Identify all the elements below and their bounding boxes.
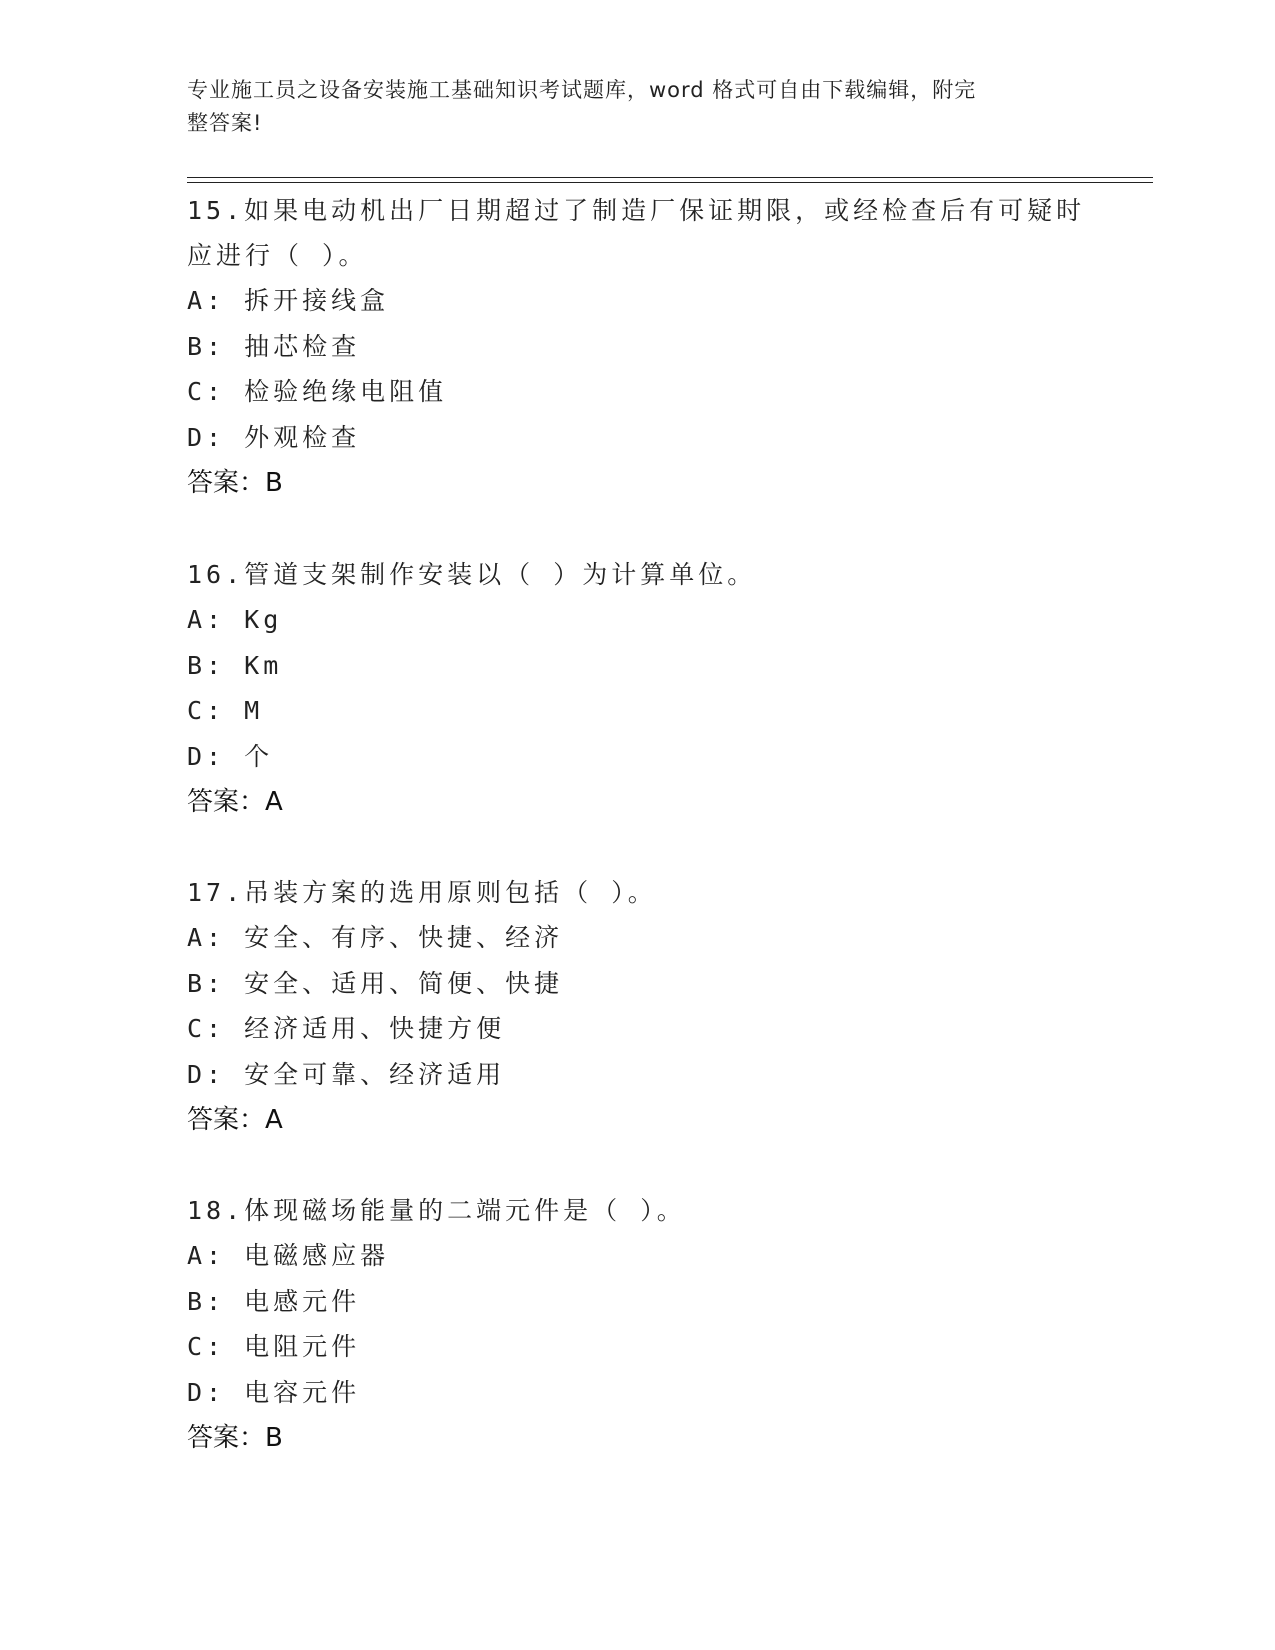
answer-line: 答案：A [187,787,283,817]
option-d: D: 个 [187,741,274,771]
option-d: D: 外观检查 [187,422,361,452]
option-b: B: Km [187,650,283,680]
option-b: B: 安全、适用、简便、快捷 [187,968,564,998]
option-b: B: 抽芯检查 [187,331,361,361]
option-d: D: 电容元件 [187,1377,361,1407]
option-b: B: 电感元件 [187,1286,361,1316]
document-header [187,74,1087,140]
option-a: A: 电磁感应器 [187,1241,390,1270]
question-15 [187,188,1087,506]
header-line-2: 整答案! [187,111,263,135]
header-divider-top [187,177,1153,178]
question-18 [187,1188,1087,1461]
option-c: C: 电阻元件 [187,1332,361,1361]
question-stem: 15.如果电动机出厂日期超过了制造厂保证期限，或经检查后有可疑时 [187,196,1086,225]
question-stem: 18.体现磁场能量的二端元件是（ ）。 [187,1196,686,1225]
question-stem: 16.管道支架制作安装以（ ）为计算单位。 [187,560,757,589]
header-divider-bottom [187,182,1153,183]
question-17 [187,870,1087,1143]
option-a: A: 拆开接线盒 [187,286,390,315]
option-d: D: 安全可靠、经济适用 [187,1059,506,1089]
header-line-1: 专业施工员之设备安装施工基础知识考试题库，word 格式可自由下载编辑，附完 [187,78,977,102]
option-c: C: 检验绝缘电阻值 [187,377,448,406]
question-16 [187,552,1087,825]
option-c: C: M [187,696,264,725]
answer-line: 答案：B [187,468,283,498]
answer-line: 答案：B [187,1423,283,1453]
answer-line: 答案：A [187,1105,283,1135]
question-stem-continued: 应进行（ ）。 [187,241,368,270]
option-a: A: 安全、有序、快捷、经济 [187,923,564,952]
question-stem: 17.吊装方案的选用原则包括（ ）。 [187,878,657,907]
option-a: A: Kg [187,605,283,634]
option-c: C: 经济适用、快捷方便 [187,1014,506,1043]
